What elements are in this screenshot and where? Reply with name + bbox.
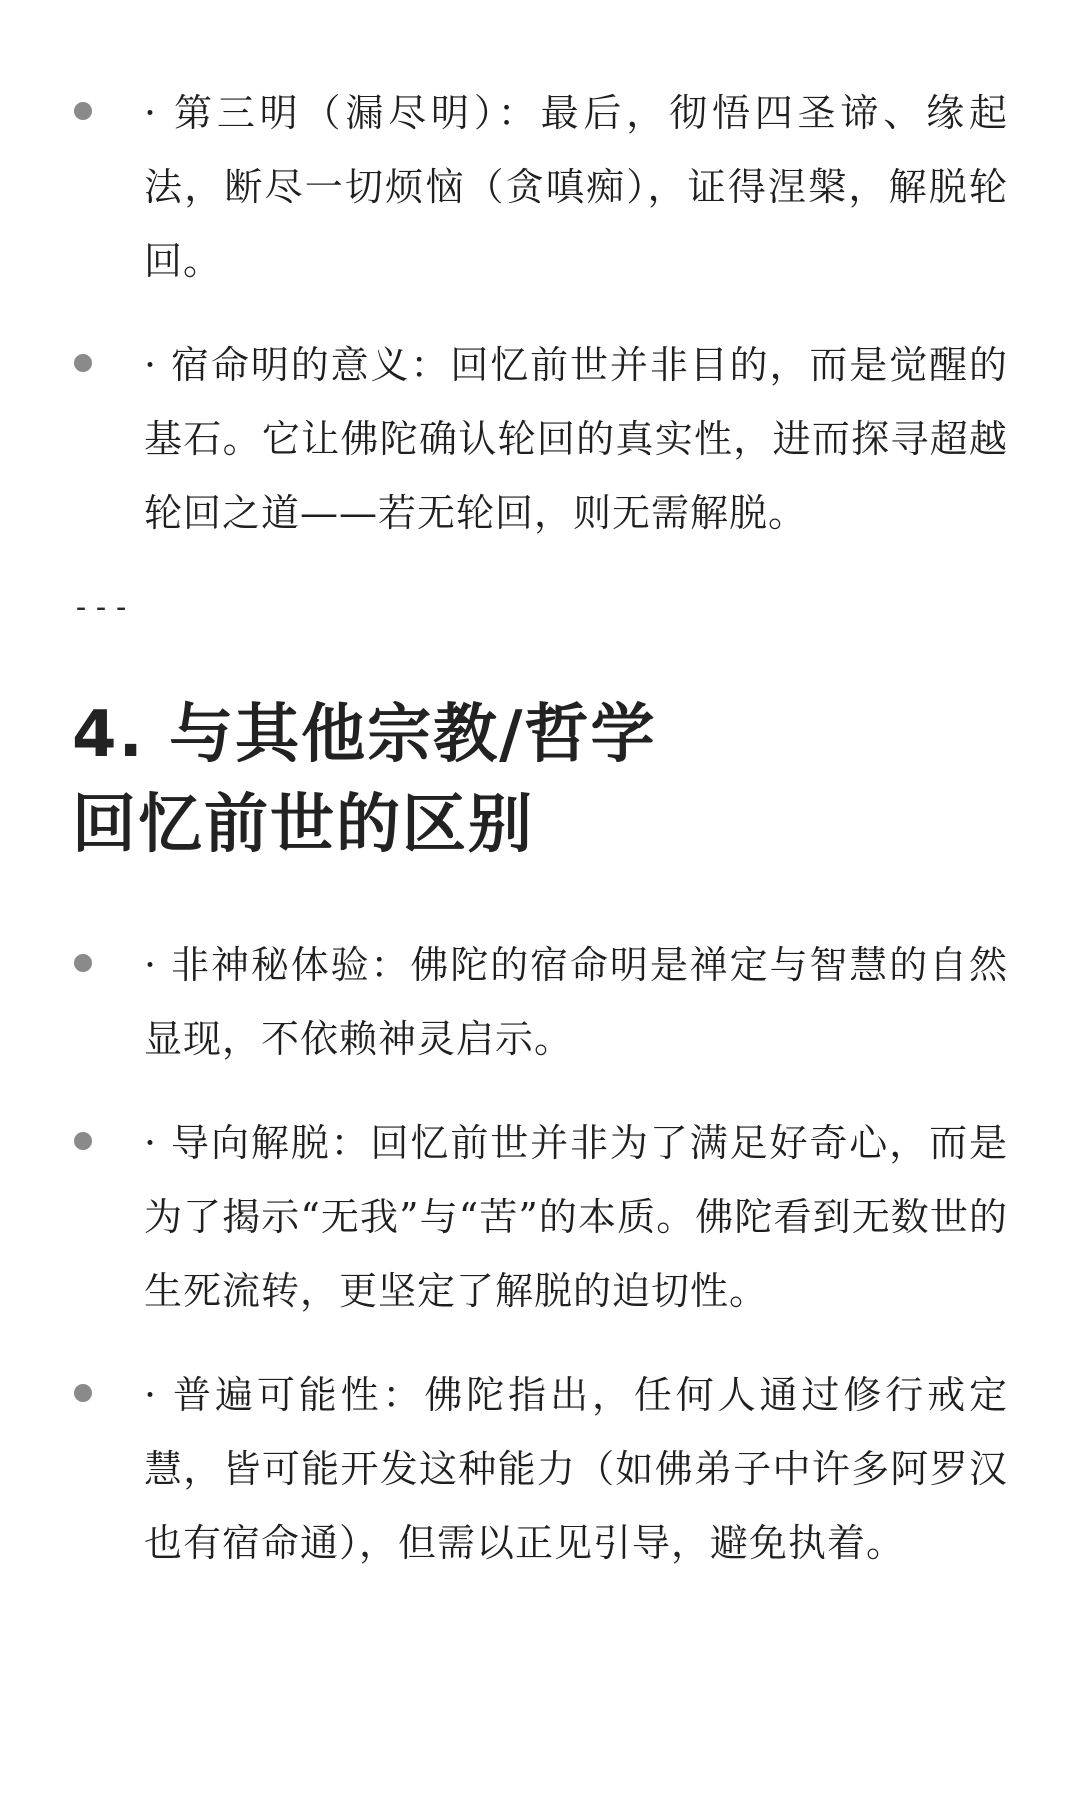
section-heading: 4. 与其他宗教/哲学回忆前世的区别 [72, 698, 657, 862]
list-item-text: · 第三明（漏尽明）：最后，彻悟四圣谛、缘起法，断尽一切烦恼（贪嗔痴），证得涅槃，解脱轮回。 [144, 91, 1008, 283]
bullet-dot-icon [74, 1384, 92, 1402]
list-item-text: · 普遍可能性：佛陀指出，任何人通过修行戒定慧，皆可能开发这种能力（如佛弟子中许多阿罗汉也有宿命通），但需以正见引导，避免执着。 [144, 1373, 1008, 1565]
list-item-text: · 导向解脱：回忆前世并非为了满足好奇心，而是为了揭示“无我”与“苦”的本质。佛陀看到无数世的生死流转，更坚定了解脱的迫切性。 [144, 1121, 1008, 1313]
list-item-text: · 非神秘体验：佛陀的宿命明是禅定与智慧的自然显现，不依赖神灵启示。 [144, 943, 1008, 1061]
bullet-dot-icon [74, 954, 92, 972]
bullet-list-bottom [72, 928, 1008, 1580]
list-item [72, 1358, 1008, 1580]
list-item [72, 76, 1008, 298]
bullet-dot-icon [74, 354, 92, 372]
horizontal-divider: --- [72, 590, 133, 625]
bullet-dot-icon [74, 102, 92, 120]
list-item [72, 928, 1008, 1076]
list-item [72, 328, 1008, 550]
list-item [72, 1106, 1008, 1328]
list-item-text: · 宿命明的意义：回忆前世并非目的，而是觉醒的基石。它让佛陀确认轮回的真实性，进而探寻超越轮回之道——若无轮回，则无需解脱。 [144, 343, 1008, 535]
bullet-dot-icon [74, 1132, 92, 1150]
bullet-list-top [72, 0, 1008, 550]
